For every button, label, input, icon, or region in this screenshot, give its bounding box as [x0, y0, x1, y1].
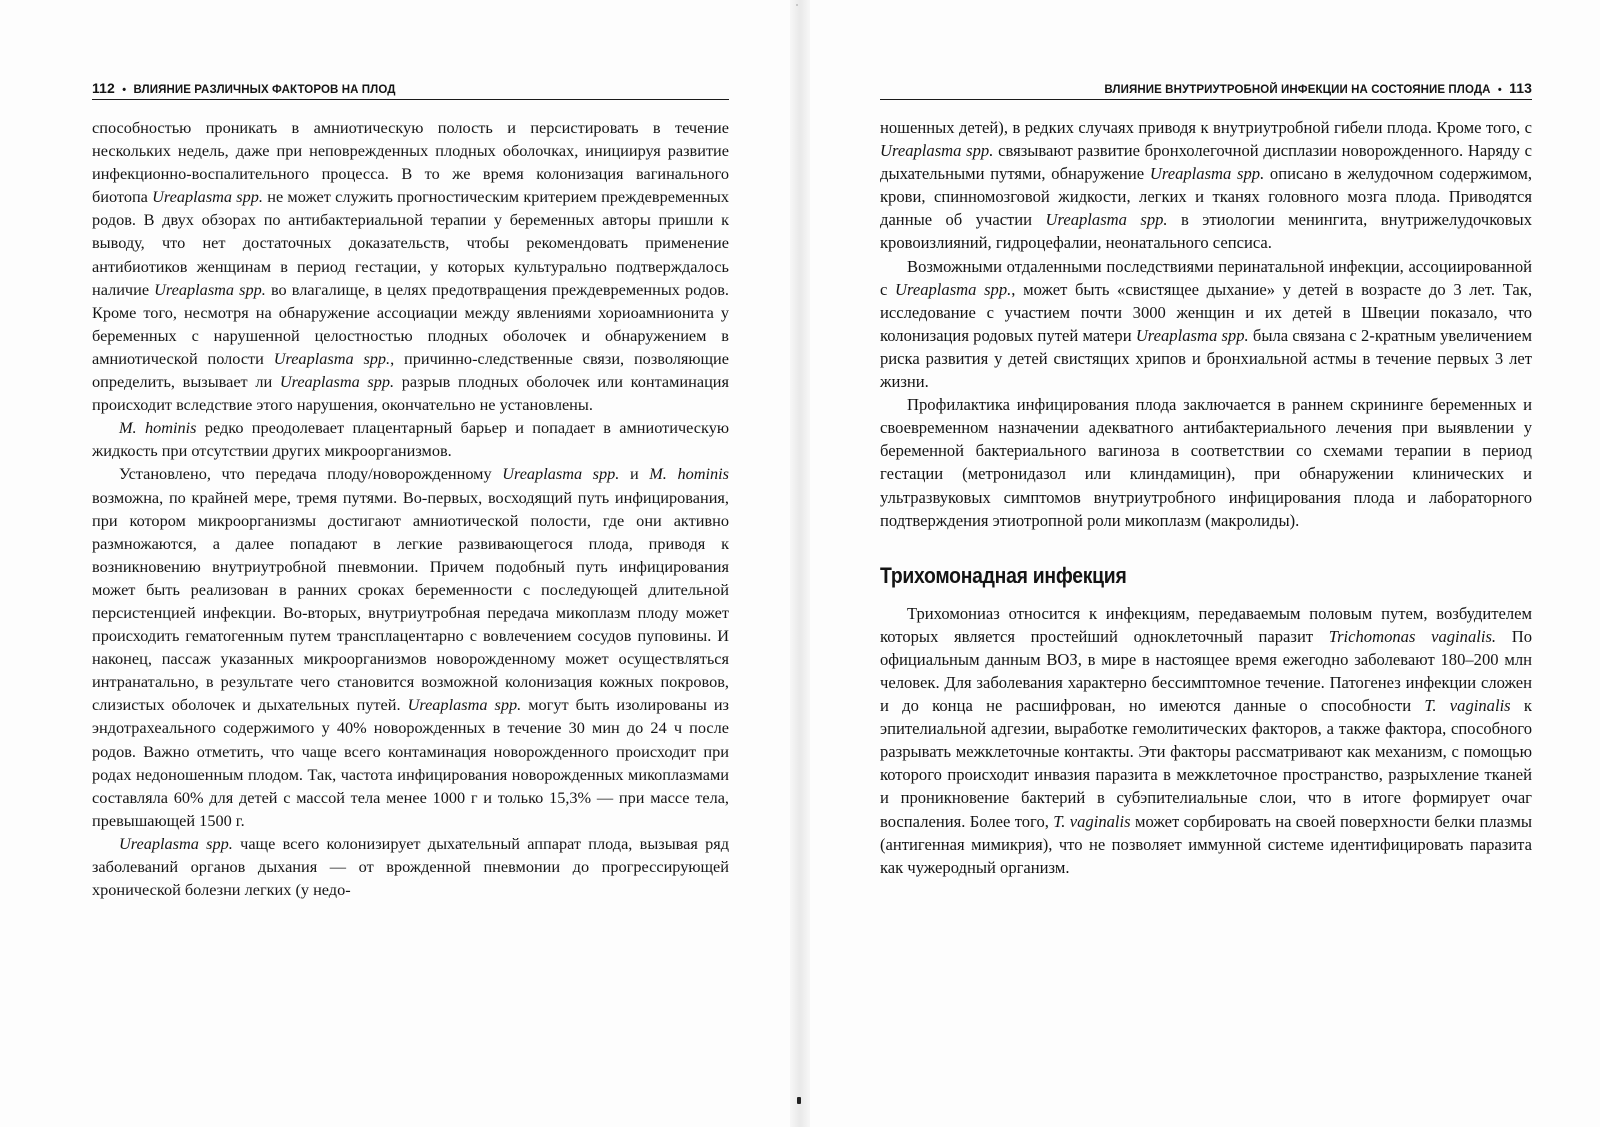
- right-running-title: ВЛИЯНИЕ ВНУТРИУТРОБНОЙ ИНФЕКЦИИ НА СОСТОЯНИЕ ПЛОДА: [1104, 84, 1491, 96]
- section-heading: Трихомонадная инфекция: [880, 562, 1127, 588]
- paragraph: Профилактика инфицирования плода заключается в раннем скрининге беременных и своевременном назначении адекватного антибактериального лечения при выявлении у беременной бактериального вагиноза в соответствии со схемами терапии в период гестации (метронидазол или клиндамицин), при обнаружении клинических и ультразвуковых симптомов внутриутробного инфицирования плода и лабораторного подтверждения этиотропной роли микоплазм (макролиды).: [880, 395, 1532, 530]
- paragraph: M. hominis редко преодолевает плацентарный барьер и попадает в амниотическую жидкость при отсутствии других микроорганизмов.: [92, 418, 729, 461]
- paragraph: Трихомониаз относится к инфекциям, передаваемым половым путем, возбудителем которых является простейший одноклеточный паразит Trichomonas vaginalis. По официальным данным ВОЗ, в мире в настоящее время ежегодно заболевают 180–200 млн человек. Для заболевания характерно бессимптомное течение. Патогенез инфекции сложен и до конца не расшифрован, но имеются данные о способности T. vaginalis к эпителиальной адгезии, выработке гемолитических факторов, а также фактора, способного разрывать межклеточные контакты. Эти факторы рассматривают как механизм, с помощью которого происходит инвазия паразита в межклеточное пространство, разрыхление тканей и проникновение бактерий в субэпителиальные слои, что в итоге формирует очаг воспаления. Более того, T. vaginalis может сорбировать на своей поверхности белки плазмы (антигенная мимикрия), что не позволяет иммунной системе идентифицировать паразита как чужеродный организм.: [880, 603, 1533, 877]
- italic-term: Trichomonas vaginalis.: [1328, 626, 1497, 646]
- right-page-body: [880, 116, 1532, 879]
- gutter-mark: [797, 1097, 801, 1104]
- paragraph: ношенных детей), в редких случаях приводя к внутриутробной гибели плода. Кроме того, с Ureaplasma spp. связывают развитие бронхолегочной дисплазии новорожденного. Наряду с дыхательными путями, обнаружение Ureaplasma spp. описано в желудочном содержимом, крови, спинномозговой жидкости, легких и тканях головного мозга плода. Приводятся данные об участии Ureaplasma spp. в этиологии менингита, внутрижелудочковых кровоизлияний, гидроцефалии, неонатального сепсиса.: [880, 118, 1532, 253]
- italic-term: M. hominis: [119, 418, 197, 438]
- right-running-header: [880, 80, 1532, 100]
- left-running-title: ВЛИЯНИЕ РАЗЛИЧНЫХ ФАКТОРОВ НА ПЛОД: [133, 84, 396, 96]
- italic-term: Ureaplasma spp.: [895, 279, 1012, 299]
- left-page-number: 112: [92, 80, 115, 96]
- paragraph: Возможными отдаленными последствиями перинатальной инфекции, ассоциированной с Ureaplasma spp., может быть «свистящее дыхание» у детей в возрасте до 3 лет. Так, исследование с участием почти 3000 женщин и их детей в Швеции показало, что колонизация родовых путей матери Ureaplasma spp. была связана с 2-кратным увеличением риска развития у детей свистящих хрипов и бронхиальной астмы в течение первых 3 лет жизни.: [880, 256, 1533, 392]
- italic-term: Ureaplasma spp.: [1135, 325, 1249, 345]
- italic-term: Ureaplasma spp.: [1045, 210, 1168, 230]
- italic-term: Ureaplasma spp.: [1149, 164, 1265, 184]
- italic-term: M. hominis: [649, 464, 730, 484]
- paragraph: способностью проникать в амниотическую полость и персистировать в течение нескольких недель, даже при неповрежденных плодных оболочках, инициируя развитие инфекционно-воспалительного процесса. В то же время колонизация вагинального биотопа Ureaplasma spp. не может служить прогностическим критерием преждевременных родов. В двух обзорах по антибактериальной терапии у беременных авторы пришли к выводу, что нет достаточных доказательств, чтобы рекомендовать применение антибиотиков женщинам в период гестации, у которых культурально подтверждалось наличие Ureaplasma spp. во влагалище, в целях предотвращения преждевременных родов. Кроме того, несмотря на обнаружение ассоциации между явлениями хориоамнионита у беременных с нарушенной целостностью плодных оболочек и обнаружением в амниотической полости Ureaplasma spp., причинно-следственные связи, позволяющие определить, вызывает ли Ureaplasma spp. разрыв плодных оболочек или контаминация происходит вследствие этого нарушения, окончательно не установлены.: [92, 118, 730, 415]
- paragraph: Ureaplasma spp. чаще всего колонизирует дыхательный аппарат плода, вызывая ряд заболеваний органов дыхания — от врожденной пневмонии до прогрессирующей хронической болезни легких (у недо-: [92, 833, 729, 900]
- italic-term: Ureaplasma spp.: [880, 141, 994, 161]
- left-header-separator: •: [122, 84, 127, 96]
- italic-term: Ureaplasma spp.: [273, 348, 391, 368]
- italic-term: Ureaplasma spp.: [502, 464, 620, 484]
- italic-term: Ureaplasma spp.: [119, 833, 233, 853]
- left-running-header: [92, 80, 729, 100]
- italic-term: Ureaplasma spp.: [407, 695, 522, 715]
- italic-term: T. vaginalis: [1424, 696, 1511, 716]
- right-page-number: 113: [1509, 80, 1532, 96]
- right-page: [880, 0, 1532, 1127]
- italic-term: Ureaplasma spp.: [154, 279, 266, 299]
- left-page: [92, 0, 729, 1127]
- italic-term: T. vaginalis: [1053, 811, 1131, 831]
- italic-term: Ureaplasma spp.: [152, 187, 263, 207]
- right-header-separator: •: [1497, 84, 1502, 96]
- paragraph: Установлено, что передача плоду/новорожденному Ureaplasma spp. и M. hominis возможна, по крайней мере, тремя путями. Во-первых, восходящий путь инфицирования, при котором микроорганизмы достигают амниотической полости, где они активно размножаются, а далее попадают в легкие развивающегося плода, приводя к возникновению внутриутробной пневмонии. Причем подобный путь инфицирования может быть реализован в ранних сроках беременности с последующей длительной персистенцией инфекции. Во-вторых, внутриутробная передача микоплазм плоду может происходить гематогенным путем трансплацентарно с вовлечением сосудов пуповины. И наконец, пассаж указанных микроорганизмов новорожденному может осуществляться интранатально, в результате чего становится возможной колонизация кожных покровов, слизистых оболочек и дыхательных путей. Ureaplasma spp. могут быть изолированы из эндотрахеального содержимого у 40% новорожденных в течение 30 мин до 24 ч после родов. Важно отметить, что чаще всего контаминация новорожденного происходит при родах недоношенным плодом. Так, частота инфицирования новорожденных микоплазмами составляла 60% для детей с массой тела менее 1000 г и только 15,3% — при массе тела, превышающей 1500 г.: [92, 464, 730, 830]
- scan-speck: [796, 4, 798, 6]
- left-page-body: [92, 116, 729, 901]
- book-gutter: [790, 0, 810, 1127]
- italic-term: Ureaplasma spp.: [279, 372, 395, 392]
